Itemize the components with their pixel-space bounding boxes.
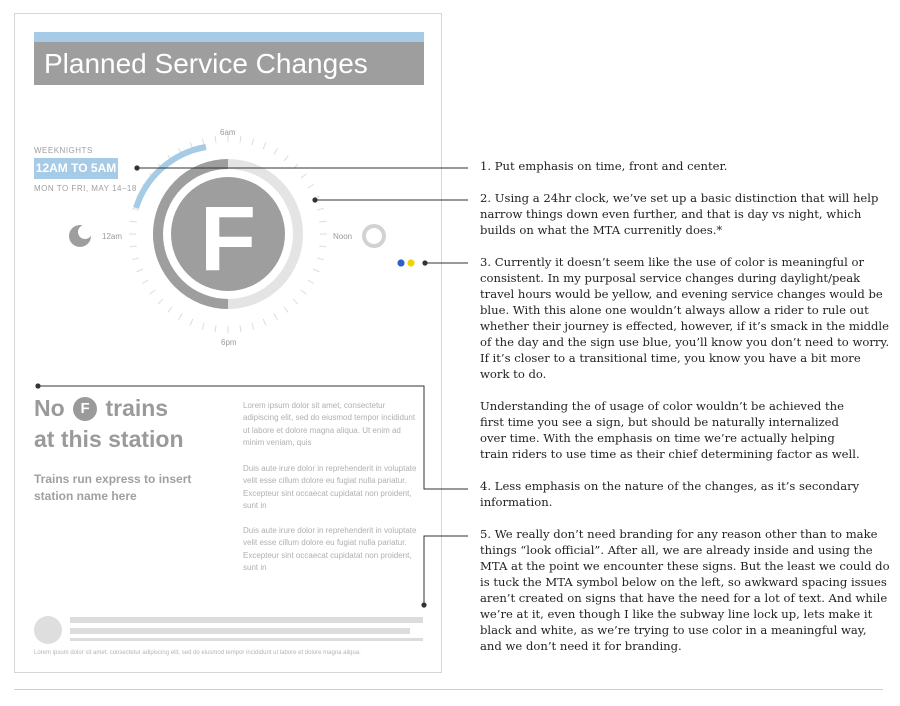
- clock-tick: [263, 143, 266, 149]
- note-line: 2. Using a 24hr clock, we’ve set up a basic distinction that will help: [480, 191, 879, 205]
- schedule-label: WEEKNIGHTS: [34, 146, 93, 155]
- clock-tick: [284, 307, 288, 313]
- clock-tick: [179, 314, 183, 320]
- clock-tick: [190, 319, 193, 325]
- note-line: work to do.: [480, 367, 547, 381]
- clock-label-noon: Noon: [333, 232, 353, 241]
- note-line: builds on what the MTA currenitly does.*: [480, 223, 723, 237]
- note-line: we’re at it, even though I like the subway line lock up, lets make it: [480, 607, 873, 621]
- headline-prefix: No: [34, 395, 65, 421]
- clock-tick: [293, 299, 298, 304]
- note-line: travel hours would be yellow, and evening service changes would be: [480, 287, 883, 301]
- clock-tick: [168, 307, 172, 313]
- clock-tick: [274, 148, 278, 154]
- clock-tick: [263, 319, 266, 325]
- clock-tick: [130, 221, 137, 222]
- note-line: narrow things down even further, and that is day vs night, which: [480, 207, 862, 221]
- clock-tick: [301, 290, 307, 294]
- clock-tick: [158, 299, 163, 304]
- note-line: MTA at the point we encounter these signs. But the least we could do: [480, 559, 890, 573]
- time-range-badge: 12AM TO 5AM: [34, 158, 118, 179]
- callout-line-4: [38, 386, 468, 489]
- note-line: aren’t created on signs that have the need for a lot of text. And while: [480, 591, 888, 605]
- date-range: MON TO FRI, MAY 14–18: [34, 184, 137, 193]
- clock-tick: [319, 246, 326, 247]
- moon-icon: [69, 225, 92, 247]
- clock-tick: [317, 258, 324, 260]
- sun-icon: [364, 226, 384, 246]
- headline-line2: at this station: [34, 426, 184, 452]
- note-line: consistent. In my purposal service changes during daylight/peak: [480, 271, 861, 285]
- note-line: Understanding the of usage of color wouldn’t be achieved the: [480, 399, 844, 413]
- footer-text: Lorem ipsum dolor sit amet, consectetur adipiscing elit, sed do eiusmod tempor incididunt ut labore et dolore magna aliqua.: [34, 650, 361, 656]
- clock-tick: [137, 269, 143, 272]
- note-line: over time. With the emphasis on time we’re actually helping: [480, 431, 835, 445]
- clock-label-6am: 6am: [220, 128, 236, 137]
- clock-tick: [319, 221, 326, 222]
- note-line: things “look official”. After all, we are already inside and using the: [480, 543, 873, 557]
- subhead: Trains run express to insert station name here: [34, 472, 192, 503]
- note-line: black and white, as we’re trying to use color in a meaningful way,: [480, 623, 867, 637]
- clock-tick: [308, 185, 314, 189]
- clock-tick: [252, 323, 254, 330]
- clock-tick: [308, 280, 314, 284]
- note-line: train riders to use time as their chief determining factor as well.: [480, 447, 860, 461]
- clock-tick: [149, 290, 155, 294]
- clock-tick: [202, 323, 204, 330]
- callout-line-5: [424, 536, 468, 605]
- clock-tick: [215, 325, 216, 332]
- note-line: whether their journey is effected, however, if it’s smack in the middle: [480, 319, 890, 333]
- note-line: 1. Put emphasis on time, front and center.: [480, 159, 728, 173]
- clock-label-6pm: 6pm: [221, 338, 237, 347]
- note-line: 5. We really don’t need branding for any reason other than to make: [480, 527, 878, 541]
- note-line: of the day and the sign use blue, you’ll know you don’t need to worry.: [480, 335, 890, 349]
- body-text-3: Duis aute irure dolor in reprehenderit in voluptate velit esse cillum dolore eu fugiat nulla pariatur. Excepteur sint occaecat cupidatat non proident, sunt in: [243, 526, 417, 573]
- note-line: 3. Currently it doesn’t seem like the use of color is meaningful or: [480, 255, 865, 269]
- clock-tick: [252, 138, 254, 145]
- clock-tick: [313, 269, 319, 272]
- note-line: first time you see a sign, but should be naturally internalized: [480, 415, 839, 429]
- clock-label-12am: 12am: [102, 232, 123, 241]
- note-line: is tuck the MTA symbol below on the left, so awkward spacing issues: [480, 575, 887, 589]
- body-text-1: Lorem ipsum dolor sit amet, consectetur adipiscing elit, sed do eiusmod tempor incididunt ut labore et dolore magna aliqua. Ut enim ad minim veniam, quis: [243, 401, 416, 448]
- note-line: If it’s closer to a transitional time, you know you have a bit more: [480, 351, 861, 365]
- body-text-2: Duis aute irure dolor in reprehenderit in voluptate velit esse cillum dolore eu fugiat nulla pariatur. Excepteur sint occaecat cupidatat non proident, sunt in: [243, 464, 417, 511]
- headline-suffix: trains: [105, 395, 169, 421]
- clock-tick: [215, 136, 216, 143]
- blue-dot: [397, 259, 404, 266]
- clock-tick: [274, 314, 278, 320]
- note-line: 4. Less emphasis on the nature of the changes, as it’s secondary: [480, 479, 860, 493]
- clock-tick: [142, 280, 148, 284]
- bottom-rule: [14, 689, 883, 690]
- headline-line-bullet: F: [73, 397, 97, 421]
- clock-tick: [240, 325, 241, 332]
- yellow-dot: [407, 259, 414, 266]
- note-line: blue. With this alone one wouldn’t always allow a rider to rule out: [480, 303, 869, 317]
- clock-tick: [301, 174, 307, 178]
- note-line: information.: [480, 495, 553, 509]
- line-bullet-letter: F: [199, 188, 257, 290]
- clock-tick: [317, 208, 324, 210]
- clock-tick: [202, 138, 204, 145]
- clock-tick: [130, 246, 137, 247]
- clock-tick: [132, 258, 139, 260]
- clock-tick: [284, 155, 288, 161]
- clock-tick: [240, 136, 241, 143]
- note-line: and we don’t need it for branding.: [480, 639, 682, 653]
- poster-title: Planned Service Changes: [44, 48, 368, 79]
